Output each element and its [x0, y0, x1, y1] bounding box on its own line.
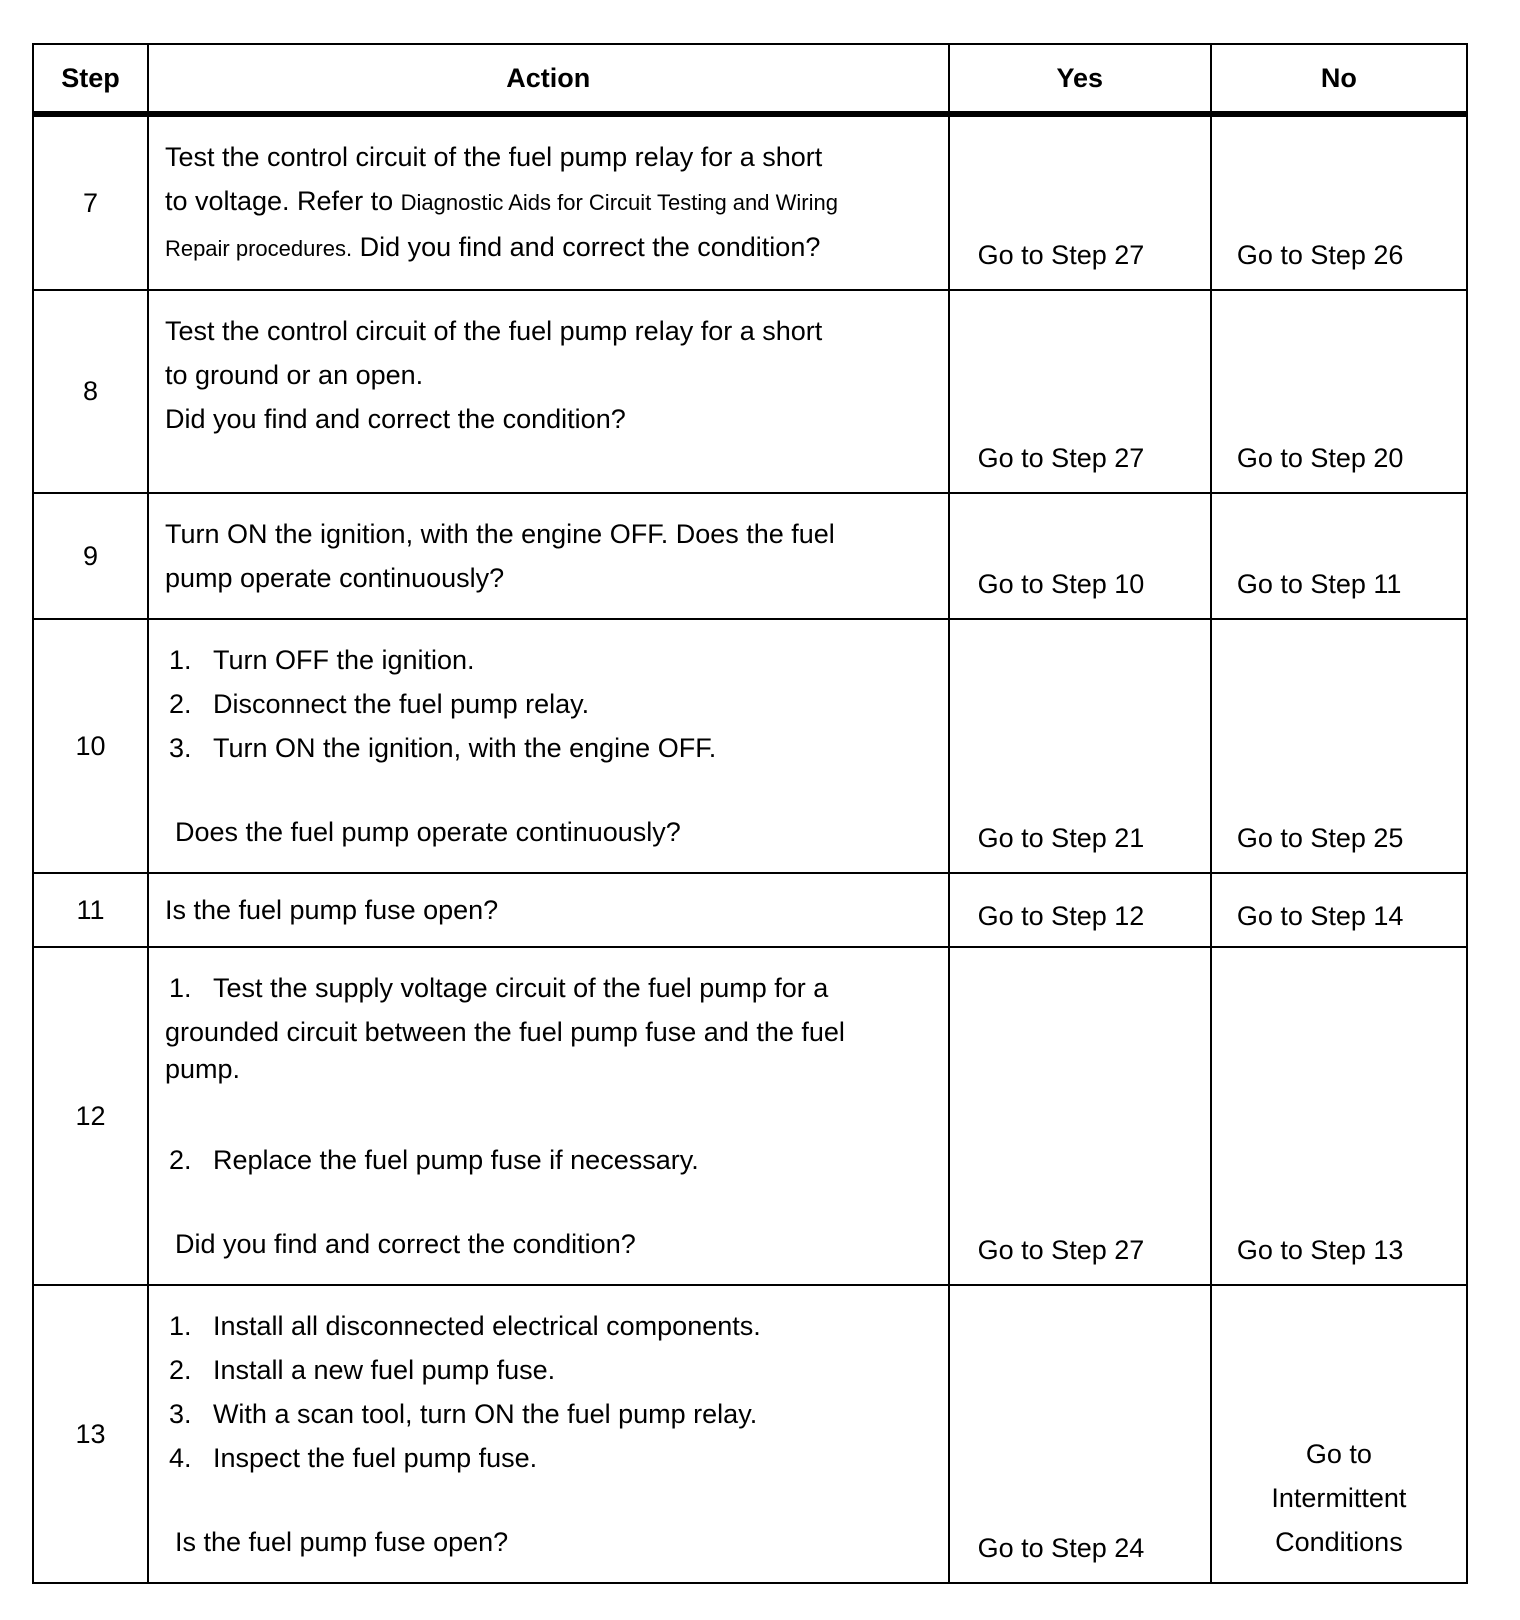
action-line: Test the control circuit of the fuel pump relay for a short [164, 142, 823, 172]
numbered-step: 1. Turn OFF the ignition. [168, 645, 475, 675]
table-row [33, 114, 1467, 290]
numbered-step: 2. Install a new fuel pump fuse. [168, 1355, 556, 1385]
step-number: 12 [33, 947, 148, 1285]
action-text [148, 619, 949, 873]
action-fragment: to voltage. Refer to [164, 186, 394, 216]
yes-cell: Go to Step 27 [949, 114, 1211, 290]
step-number: 10 [33, 619, 148, 873]
numbered-step: 2. Disconnect the fuel pump relay. [168, 689, 590, 719]
action-question: Does the fuel pump operate continuously? [174, 817, 681, 847]
header-step: Step [33, 44, 148, 114]
numbered-step: 3. Turn ON the ignition, with the engine OFF. [168, 733, 717, 763]
header-yes: Yes [949, 44, 1211, 114]
no-line: Conditions [1275, 1527, 1403, 1557]
action-text [148, 493, 949, 619]
no-cell: Go to Step 26 [1211, 114, 1467, 290]
table-row [33, 1285, 1467, 1583]
action-line: grounded circuit between the fuel pump fuse and the fuel [164, 1017, 845, 1047]
yes-cell: Go to Step 10 [949, 493, 1211, 619]
table-row [33, 290, 1467, 493]
numbered-step: 1. Install all disconnected electrical components. [168, 1311, 761, 1341]
table-row [33, 619, 1467, 873]
table-row [33, 493, 1467, 619]
action-text [148, 947, 949, 1285]
numbered-step: 2. Replace the fuel pump fuse if necessary. [168, 1145, 699, 1175]
step-number: 11 [33, 873, 148, 947]
action-line: Turn ON the ignition, with the engine OFF. Does the fuel [164, 519, 835, 549]
no-line: Intermittent [1271, 1483, 1407, 1513]
action-line: pump operate continuously? [164, 563, 505, 593]
action-text [148, 1285, 949, 1583]
action-question: Is the fuel pump fuse open? [174, 1527, 509, 1557]
step-number: 9 [33, 493, 148, 619]
action-line: Test the control circuit of the fuel pump relay for a short [164, 316, 823, 346]
no-cell: Go to Step 25 [1211, 619, 1467, 873]
action-fragment-small: Repair procedures. [164, 236, 353, 261]
action-fragment-small: Diagnostic Aids for Circuit Testing and Wiring [400, 190, 838, 215]
no-cell: Go to Step 11 [1211, 493, 1467, 619]
step-number: 7 [33, 114, 148, 290]
action-line [165, 225, 928, 271]
action-fragment: Did you find and correct the condition? [359, 232, 821, 262]
no-cell [1211, 1285, 1467, 1583]
yes-cell: Go to Step 27 [949, 290, 1211, 493]
header-no: No [1211, 44, 1467, 114]
table-header-row [33, 44, 1467, 114]
no-cell: Go to Step 20 [1211, 290, 1467, 493]
no-line: Go to [1305, 1439, 1372, 1469]
yes-cell: Go to Step 27 [949, 947, 1211, 1285]
no-cell: Go to Step 13 [1211, 947, 1467, 1285]
numbered-step: 1. Test the supply voltage circuit of the fuel pump for a [168, 973, 829, 1003]
diagnostic-table [32, 43, 1468, 1584]
action-question: Did you find and correct the condition? [174, 1229, 636, 1259]
header-action: Action [148, 44, 949, 114]
action-line: to ground or an open. [164, 360, 424, 390]
action-text: Is the fuel pump fuse open? [148, 873, 949, 947]
yes-cell: Go to Step 24 [949, 1285, 1211, 1583]
action-line [165, 179, 928, 225]
numbered-step: 4. Inspect the fuel pump fuse. [168, 1443, 538, 1473]
numbered-step: 3. With a scan tool, turn ON the fuel pump relay. [168, 1399, 758, 1429]
action-text [148, 114, 949, 290]
action-line: Did you find and correct the condition? [164, 404, 626, 434]
step-number: 8 [33, 290, 148, 493]
yes-cell: Go to Step 12 [949, 873, 1211, 947]
yes-cell: Go to Step 21 [949, 619, 1211, 873]
no-cell: Go to Step 14 [1211, 873, 1467, 947]
step-number: 13 [33, 1285, 148, 1583]
action-text [148, 290, 949, 493]
table-row [33, 947, 1467, 1285]
action-line: pump. [164, 1054, 240, 1084]
table-row [33, 873, 1467, 947]
